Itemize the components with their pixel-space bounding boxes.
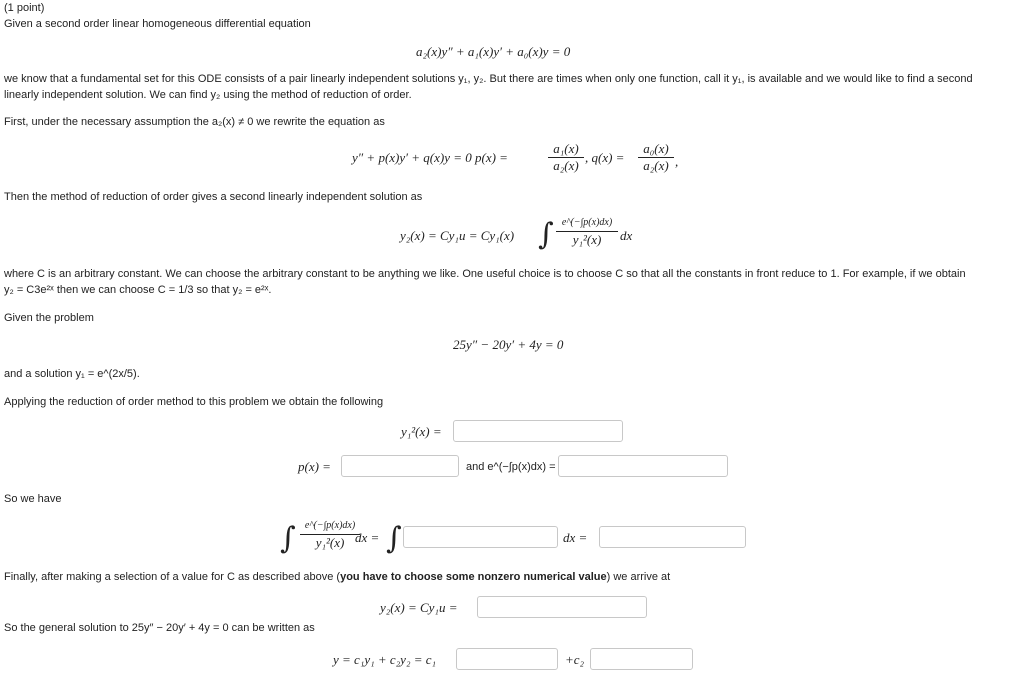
integral-fraction [300, 519, 360, 550]
p-denominator: a₂(x) [553, 158, 579, 173]
p-of-x-input[interactable] [341, 455, 459, 477]
p-of-x-label: p(x) = [298, 459, 331, 474]
constant-line-1: where C is an arbitrary constant. We can choose the arbitrary constant to be anything we like. One useful choice is to choose C so that all the constants in front reduce to 1. For example, if we obtain [4, 268, 966, 280]
q-denominator: a₂(x) [643, 158, 669, 173]
exponential-input[interactable] [558, 455, 728, 477]
intro-line: Given a second order linear homogeneous differential equation [4, 18, 311, 30]
method-description: Then the method of reduction of order gives a second linearly independent solution as [4, 191, 423, 203]
final-text-bold: you have to choose some nonzero numerical value [340, 571, 607, 583]
exponential-label: and e^(−∫p(x)dx) = [466, 461, 556, 473]
integral-denominator: y₁²(x) [315, 535, 345, 550]
final-text-pre: Finally, after making a selection of a value for C as described above ( [4, 571, 341, 583]
y1-squared-label: y₁²(x) = [401, 424, 442, 439]
q-fraction [638, 142, 674, 173]
so-we-have-label: So we have [4, 493, 62, 505]
method-fraction [556, 216, 618, 247]
y2-formula-lhs: y₂(x) = Cy₁u = Cy₁(x) [400, 228, 515, 243]
plus-c2-label: +c₂ [565, 652, 585, 667]
trailing-comma: , [675, 154, 679, 169]
method-denominator: y₁²(x) [572, 232, 602, 247]
integral-sign-icon: ∫ [538, 217, 554, 252]
integrand-input[interactable] [403, 526, 558, 548]
y2-result-input[interactable] [477, 596, 647, 618]
general-ode-equation: a₂(x)y″ + a₁(x)y′ + a₀(x)y = 0 [416, 44, 571, 59]
integral-result-input[interactable] [599, 526, 746, 548]
points-label: (1 point) [4, 2, 45, 14]
c1-coefficient-input[interactable] [456, 648, 558, 670]
standard-form-lhs: y″ + p(x)y′ + q(x)y = 0 p(x) = [352, 150, 508, 165]
general-solution-line: So the general solution to 25y″ − 20y′ + 4y = 0 can be written as [4, 622, 315, 634]
dx-equals-label-2: dx = [563, 530, 588, 545]
y1-squared-input[interactable] [453, 420, 623, 442]
general-solution-lhs: y = c₁y₁ + c₂y₂ = c₁ [333, 652, 437, 667]
constant-line-2: y₂ = C3e²ˣ then we can choose C = 1/3 so that y₂ = e²ˣ. [4, 284, 272, 296]
integral-sign-icon: ∫ [280, 521, 296, 556]
method-numerator: e^(−∫p(x)dx) [561, 217, 613, 228]
final-instruction-line [4, 570, 670, 584]
q-numerator: a₀(x) [643, 141, 669, 156]
integral-sign-icon: ∫ [386, 521, 402, 556]
problem-equation: 25y″ − 20y′ + 4y = 0 [453, 337, 564, 352]
c2-coefficient-input[interactable] [590, 648, 693, 670]
given-problem-label: Given the problem [4, 312, 94, 324]
p-numerator: a₁(x) [553, 141, 579, 156]
given-solution-line: and a solution y₁ = e^(2x/5). [4, 368, 140, 380]
applying-method-line: Applying the reduction of order method to this problem we obtain the following [4, 396, 384, 408]
final-text-post: ) we arrive at [606, 571, 671, 583]
intro-paragraph-line-2: linearly independent solution. We can find y₂ using the method of reduction of order. [4, 89, 412, 101]
dx-label: dx [620, 228, 633, 243]
integral-numerator: e^(−∫p(x)dx) [304, 520, 356, 531]
y2-result-label: y₂(x) = Cy₁u = [380, 600, 458, 615]
dx-equals-label: dx = [355, 530, 380, 545]
intro-paragraph-line-1: we know that a fundamental set for this ODE consists of a pair linearly independent solutions y₁, y₂. But there are times when only one function, call it y₁, is available and we would like to find a second [4, 73, 973, 85]
p-fraction [548, 142, 584, 173]
first-assumption-line: First, under the necessary assumption the a₂(x) ≠ 0 we rewrite the equation as [4, 116, 385, 128]
q-label: , q(x) = [585, 150, 625, 165]
